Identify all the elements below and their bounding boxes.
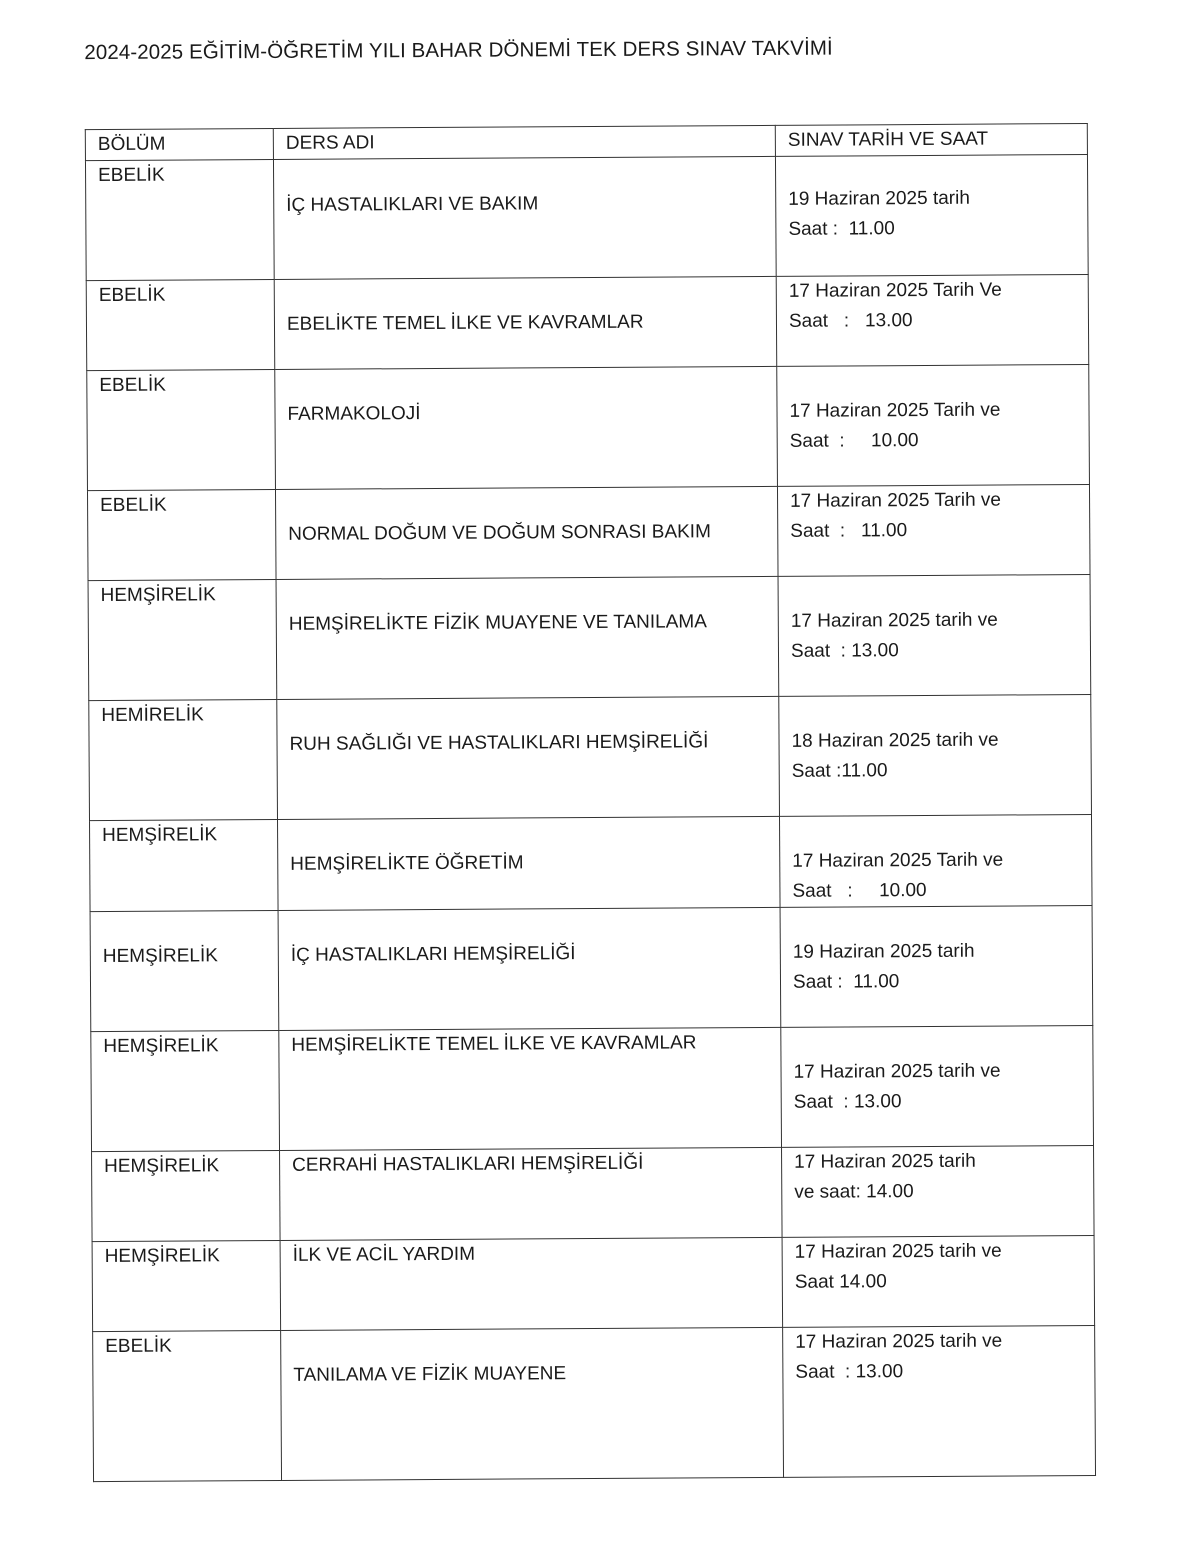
exam-schedule-table: [85, 123, 1096, 1482]
course-cell: İÇ HASTALIKLARI HEMŞİRELİĞİ: [278, 907, 781, 1030]
department-cell: HEMŞİRELİK: [88, 579, 277, 700]
datetime-cell: 19 Haziran 2025 tarih Saat : 11.00: [780, 905, 1093, 1027]
course-cell: HEMŞİRELİKTE FİZİK MUAYENE VE TANILAMA: [276, 576, 779, 699]
datetime-cell: 17 Haziran 2025 Tarih ve Saat : 10.00: [779, 814, 1092, 907]
header-cell-exam-datetime: SINAV TARİH VE SAAT: [775, 123, 1087, 156]
course-cell: EBELİKTE TEMEL İLKE VE KAVRAMLAR: [274, 276, 777, 369]
course-cell: NORMAL DOĞUM VE DOĞUM SONRASI BAKIM: [275, 486, 778, 579]
table-row: [87, 364, 1090, 490]
datetime-cell: 17 Haziran 2025 Tarih ve Saat : 10.00: [777, 364, 1090, 486]
table-row: [90, 814, 1093, 911]
header-cell-course: DERS ADI: [273, 125, 775, 159]
datetime-cell: 17 Haziran 2025 tarih ve Saat : 13.00: [778, 574, 1091, 696]
course-cell: HEMŞİRELİKTE TEMEL İLKE VE KAVRAMLAR: [279, 1027, 782, 1150]
datetime-cell: 17 Haziran 2025 Tarih ve Saat : 11.00: [777, 484, 1090, 576]
header-cell-department: BÖLÜM: [85, 128, 273, 160]
course-cell: HEMŞİRELİKTE ÖĞRETİM: [277, 816, 780, 910]
course-cell: İLK VE ACİL YARDIM: [280, 1237, 783, 1330]
table-row: [88, 574, 1091, 700]
document-title: 2024-2025 EĞİTİM-ÖĞRETİM YILI BAHAR DÖNEMİ TEK DERS SINAV TAKVİMİ: [84, 36, 833, 65]
department-cell: EBELİK: [87, 369, 276, 490]
department-cell: EBELİK: [87, 489, 276, 580]
department-cell: HEMŞİRELİK: [91, 1030, 280, 1151]
table-row: [91, 1025, 1094, 1151]
department-cell: HEMİRELİK: [89, 699, 278, 820]
department-cell: EBELİK: [85, 159, 274, 280]
department-cell: HEMŞİRELİK: [90, 819, 279, 911]
table-row: [92, 1235, 1095, 1331]
table-row: [93, 1325, 1096, 1481]
department-cell: HEMŞİRELİK: [90, 910, 279, 1031]
department-cell: EBELİK: [93, 1330, 282, 1481]
datetime-cell: 17 Haziran 2025 tarih ve saat: 14.00: [782, 1145, 1095, 1237]
course-cell: CERRAHİ HASTALIKLARI HEMŞİRELİĞİ: [280, 1147, 783, 1240]
course-cell: İÇ HASTALIKLARI VE BAKIM: [273, 156, 776, 279]
course-cell: TANILAMA VE FİZİK MUAYENE: [281, 1327, 784, 1480]
department-cell: HEMŞİRELİK: [92, 1240, 281, 1331]
datetime-cell: 19 Haziran 2025 tarih Saat : 11.00: [775, 154, 1088, 276]
datetime-cell: 17 Haziran 2025 tarih ve Saat 14.00: [782, 1235, 1095, 1327]
table-row: [90, 905, 1093, 1031]
course-cell: FARMAKOLOJİ: [275, 366, 778, 489]
datetime-cell: 17 Haziran 2025 Tarih Ve Saat : 13.00: [776, 274, 1089, 366]
table-row: [92, 1145, 1095, 1241]
course-cell: RUH SAĞLIĞI VE HASTALIKLARI HEMŞİRELİĞİ: [277, 696, 780, 819]
table-row: [87, 484, 1090, 580]
table-row: [85, 154, 1088, 280]
table-row: [86, 274, 1089, 370]
datetime-cell: 17 Haziran 2025 tarih ve Saat : 13.00: [783, 1325, 1096, 1477]
datetime-cell: 18 Haziran 2025 tarih ve Saat :11.00: [779, 694, 1092, 816]
department-cell: HEMŞİRELİK: [92, 1150, 281, 1241]
datetime-cell: 17 Haziran 2025 tarih ve Saat : 13.00: [781, 1025, 1094, 1147]
department-cell: EBELİK: [86, 279, 275, 370]
table-row: [89, 694, 1092, 820]
